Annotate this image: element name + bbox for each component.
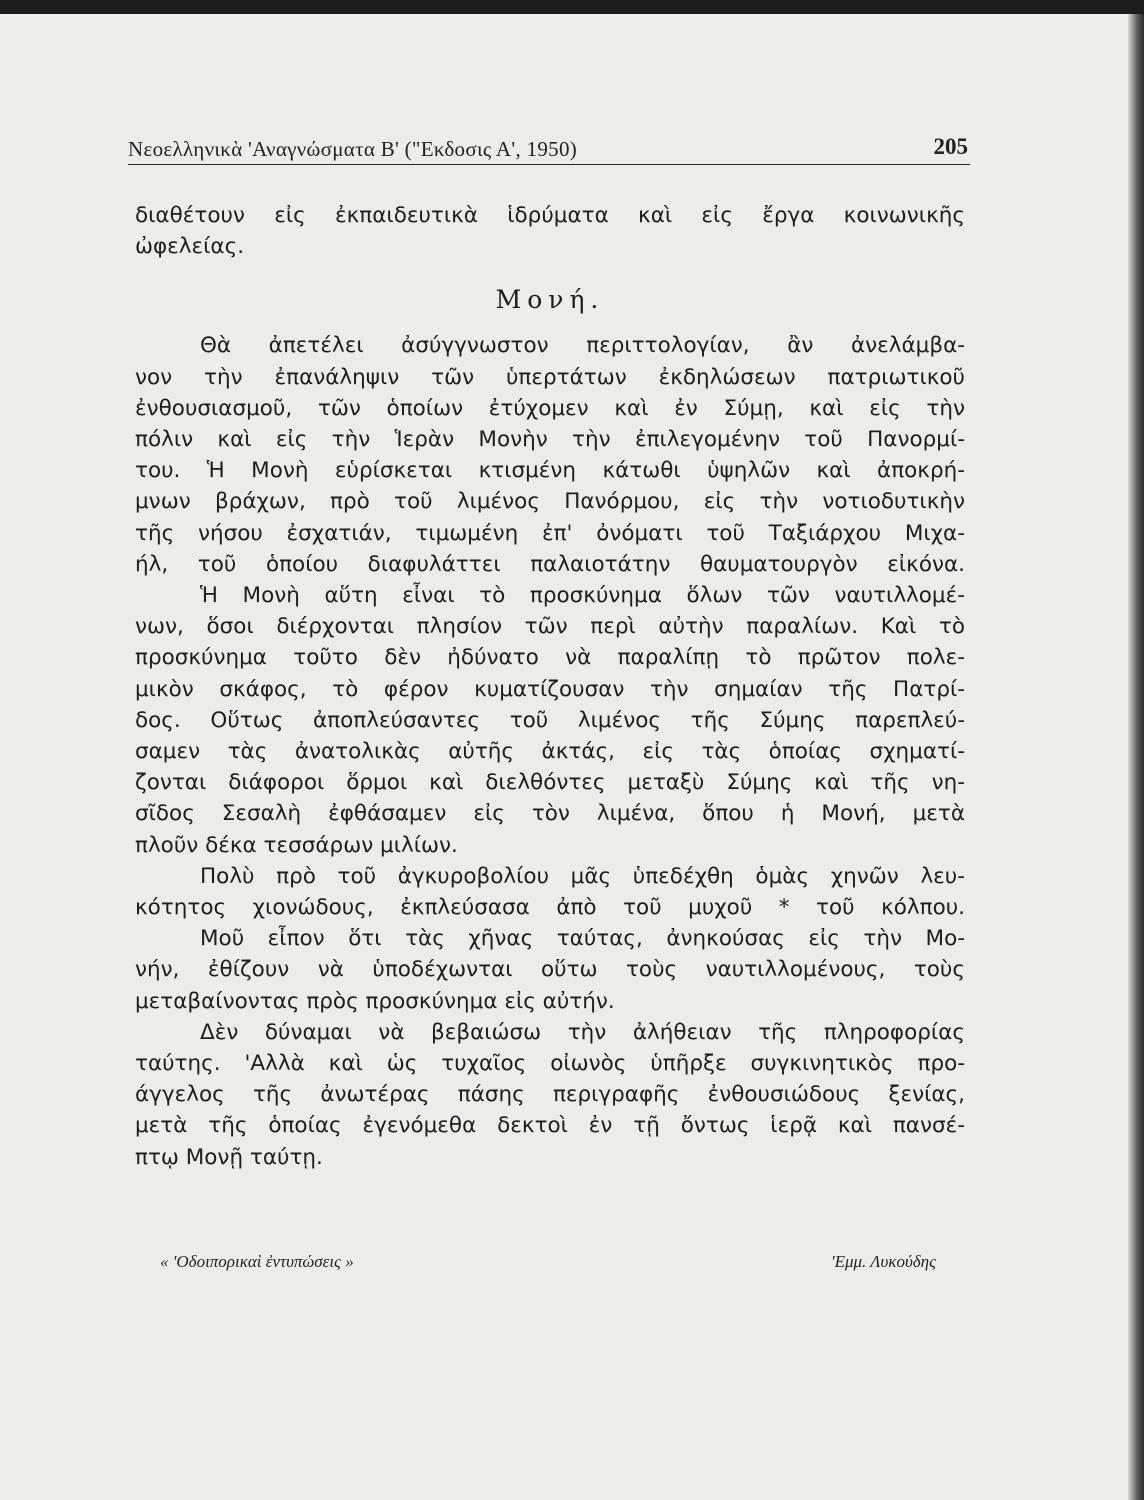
text-line: πλοῦν δέκα τεσσάρων μιλίων. (135, 832, 458, 858)
text-line: Ἡ Μονὴ αὕτη εἶναι τὸ προσκύνημα ὅλων τῶν ναυτιλλομέ- (200, 583, 965, 609)
text-line: Θὰ ἀπετέλει ἀσύγγνωστον περιττολογίαν, ἂν ἀνελάμβα- (200, 333, 965, 359)
text-line: μεταβαίνοντας πρὸς προσκύνημα εἰς αὐτήν. (135, 988, 615, 1014)
citation-footer (160, 1252, 936, 1282)
text-line: σῖδος Σεσαλὴ ἐφθάσαμεν εἰς τὸν λιμένα, ὅπου ἡ Μονή, μετὰ (135, 801, 965, 827)
page-edge-shadow (1128, 14, 1144, 1500)
text-line: ταύτης. 'Αλλὰ καὶ ὡς τυχαῖος οἰωνὸς ὑπῆρξε συγκινητικὸς προ- (135, 1051, 965, 1077)
text-line: ήλ, τοῦ ὁποίου διαφυλάττει παλαιοτάτην θαυματουργὸν εἰκόνα. (135, 551, 965, 577)
running-head (128, 134, 970, 165)
text-line: πτῳ Μονῇ ταύτῃ. (135, 1144, 323, 1170)
text-line: πόλιν καὶ εἰς τὴν Ἱερὰν Μονὴν τὴν ἐπιλεγομένην τοῦ Πανορμί- (135, 427, 965, 453)
body-text (135, 200, 965, 1173)
text-line: μετὰ τῆς ὁποίας ἐγενόμεθα δεκτοὶ ἐν τῇ ὄντως ἱερᾷ καὶ πανσέ- (135, 1113, 965, 1139)
text-line: τῆς νήσου ἐσχατιάν, τιμωμένη ἐπ' ὀνόματι τοῦ Ταξιάρχου Μιχα- (135, 520, 965, 546)
section-heading: Μονή. (495, 285, 605, 315)
page-number: 205 (933, 134, 968, 159)
running-head-title: Νεοελληνικὰ 'Αναγνώσματα Β' ("Εκδοσις Α', 1950) (128, 137, 578, 161)
text-line: προσκύνημα τοῦτο δὲν ἠδύνατο νὰ παραλίπῃ τὸ πρῶτον πολε- (135, 645, 965, 671)
text-line: Μοῦ εἶπον ὅτι τὰς χῆνας ταύτας, ἀνηκούσας εἰς τὴν Μο- (200, 926, 965, 952)
author-name: 'Εμμ. Λυκούδης (830, 1252, 936, 1271)
text-line: κότητος χιονώδους, ἐκπλεύσασα ἀπὸ τοῦ μυχοῦ * τοῦ κόλπου. (135, 895, 965, 921)
text-line: νήν, ἐθίζουν νὰ ὑποδέχωνται οὕτω τοὺς ναυτιλλομένους, τοὺς (135, 957, 965, 983)
text-line: μνων βράχων, πρὸ τοῦ λιμένος Πανόρμου, εἰς τὴν νοτιοδυτικὴν (135, 489, 965, 515)
text-line: σαμεν τὰς ἀνατολικὰς αὐτῆς ἀκτάς, εἰς τὰς ὁποίας σχηματί- (135, 739, 965, 765)
text-line: Δὲν δύναμαι νὰ βεβαιώσω τὴν ἀλήθειαν τῆς πληροφορίας (200, 1019, 965, 1045)
text-line: του. Ἡ Μονὴ εὑρίσκεται κτισμένη κάτωθι ὑψηλῶν καὶ ἀποκρή- (135, 458, 965, 484)
text-line: νων, ὅσοι διέρχονται πλησίον τῶν περὶ αὐτὴν παραλίων. Καὶ τὸ (135, 614, 965, 640)
text-line: ὠφελείας. (135, 234, 245, 260)
text-line: διαθέτουν εἰς ἐκπαιδευτικὰ ἱδρύματα καὶ εἰς ἔργα κοινωνικῆς (135, 203, 965, 228)
text-line: νον τὴν ἐπανάληψιν τῶν ὑπερτάτων ἐκδηλώσεων πατριωτικοῦ (135, 364, 965, 390)
text-line: ἐνθουσιασμοῦ, τῶν ὁποίων ἐτύχομεν καὶ ἐν Σύμῃ, καὶ εἰς τὴν (135, 395, 965, 421)
text-line: άγγελος τῆς ἀνωτέρας πάσης περιγραφῆς ἐνθουσιώδους ξενίας, (135, 1082, 965, 1108)
text-line: δος. Οὕτως ἀποπλεύσαντες τοῦ λιμένος τῆς Σύμης παρεπλεύ- (135, 707, 965, 733)
text-line: ζονται διάφοροι ὅρμοι καὶ διελθόντες μεταξὺ Σύμης καὶ τῆς νη- (135, 770, 965, 796)
source-citation: « 'Οδοιπορικαὶ ἐντυπώσεις » (160, 1252, 354, 1271)
text-line: μικὸν σκάφος, τὸ φέρον κυματίζουσαν τὴν σημαίαν τῆς Πατρί- (135, 676, 965, 702)
text-line: Πολὺ πρὸ τοῦ ἀγκυροβολίου μᾶς ὑπεδέχθη ὁμὰς χηνῶν λευ- (200, 863, 965, 889)
